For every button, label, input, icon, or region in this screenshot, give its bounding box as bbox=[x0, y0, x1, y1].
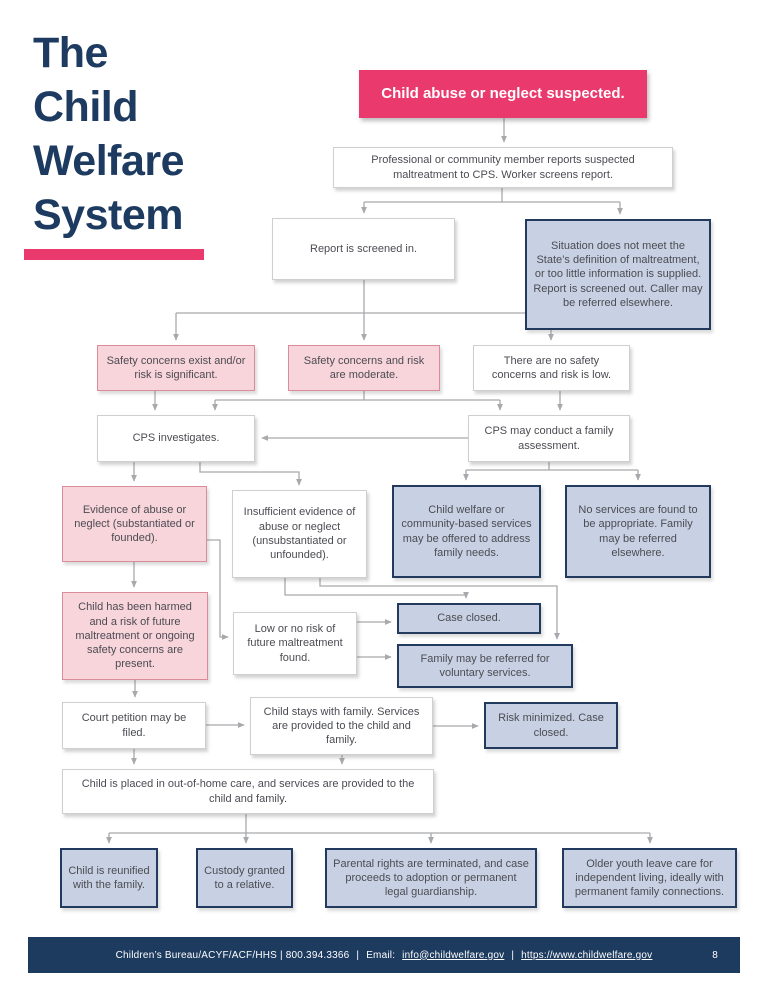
flow-node-child-harmed: Child has been harmed and a risk of future maltreatment or ongoing safety concerns are present. bbox=[62, 592, 208, 680]
flow-node-parental-rights: Parental rights are terminated, and case proceeds to adoption or permanent legal guardianship. bbox=[325, 848, 537, 908]
flow-node-reunified: Child is reunified with the family. bbox=[60, 848, 158, 908]
flow-node-out-of-home: Child is placed in out-of-home care, and services are provided to the child and family. bbox=[62, 769, 434, 814]
flow-node-no-services: No services are found to be appropriate. Family may be referred elsewhere. bbox=[565, 485, 711, 578]
flow-node-safety-low: There are no safety concerns and risk is low. bbox=[473, 345, 630, 391]
flow-node-low-risk: Low or no risk of future maltreatment found. bbox=[233, 612, 357, 675]
footer-bar bbox=[28, 937, 740, 973]
flow-node-family-assessment: CPS may conduct a family assessment. bbox=[468, 415, 630, 462]
flow-node-screened-in: Report is screened in. bbox=[272, 218, 455, 280]
flow-node-court-petition: Court petition may be filed. bbox=[62, 702, 206, 749]
flow-node-evidence-found: Evidence of abuse or neglect (substantiated or founded). bbox=[62, 486, 207, 562]
footer-url-link[interactable]: https://www.childwelfare.gov bbox=[521, 949, 653, 961]
footer-email-label: Email: bbox=[366, 949, 396, 961]
flow-node-case-closed: Case closed. bbox=[397, 603, 541, 634]
footer-org-phone: Children’s Bureau/ACYF/ACF/HHS | 800.394.3366 bbox=[115, 949, 350, 961]
flow-node-safety-significant: Safety concerns exist and/or risk is significant. bbox=[97, 345, 255, 391]
flow-node-screened-out: Situation does not meet the State’s definition of maltreatment, or too little information is supplied. Report is screened out. Caller may be referred elsewhere. bbox=[525, 219, 711, 330]
footer-email-link[interactable]: info@childwelfare.gov bbox=[402, 949, 505, 961]
footer-separator: | bbox=[511, 949, 515, 961]
flow-node-risk-minimized: Risk minimized. Case closed. bbox=[484, 702, 618, 749]
flow-node-cps-investigates: CPS investigates. bbox=[97, 415, 255, 462]
flow-node-report-made: Professional or community member reports suspected maltreatment to CPS. Worker screens report. bbox=[333, 147, 673, 188]
flow-node-older-youth: Older youth leave care for independent living, ideally with permanent family connections. bbox=[562, 848, 737, 908]
flow-node-safety-moderate: Safety concerns and risk are moderate. bbox=[288, 345, 440, 391]
flow-node-child-stays: Child stays with family. Services are provided to the child and family. bbox=[250, 697, 433, 755]
flow-node-voluntary-services: Family may be referred for voluntary services. bbox=[397, 644, 573, 688]
flow-node-services-offered: Child welfare or community-based services may be offered to address family needs. bbox=[392, 485, 541, 578]
flow-node-abuse-suspected: Child abuse or neglect suspected. bbox=[359, 70, 647, 118]
page-number: 8 bbox=[712, 949, 718, 961]
page-title: The Child Welfare System bbox=[33, 29, 185, 239]
flow-node-custody-relative: Custody granted to a relative. bbox=[196, 848, 293, 908]
footer-separator: | bbox=[356, 949, 360, 961]
flow-node-insufficient-evidence: Insufficient evidence of abuse or neglect (unsubstantiated or unfounded). bbox=[232, 490, 367, 578]
